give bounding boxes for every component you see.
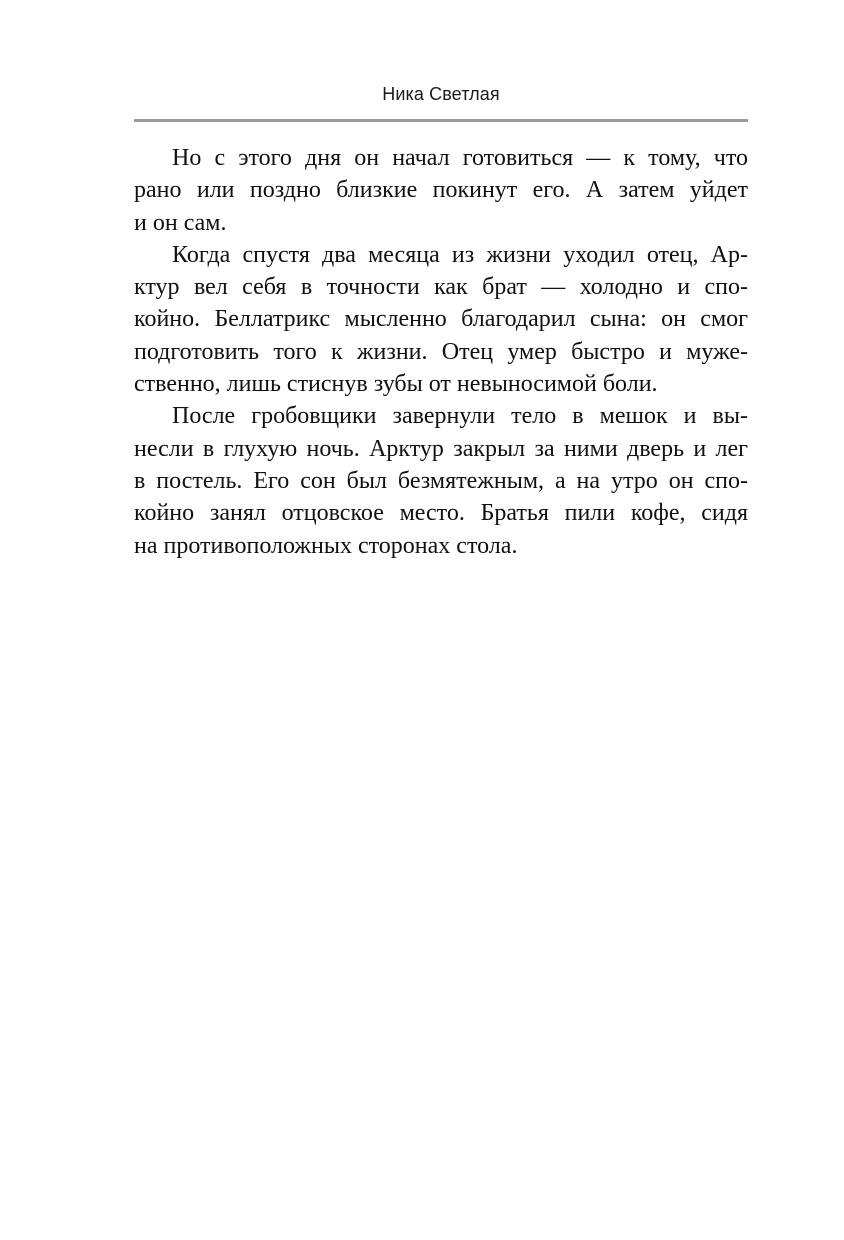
text-line: После гробовщики завернули тело в мешок и вы- (172, 403, 748, 430)
text-line: Но с этого дня он начал готовиться — к тому, что (172, 145, 748, 171)
paragraph-2 (134, 239, 748, 400)
text-line: подготовить того к жизни. Отец умер быстро и муже- (134, 338, 748, 365)
text-line: ственно, лишь стиснув зубы от невыносимой боли. (134, 371, 658, 398)
text-line: в постель. Его сон был безмятежным, а на утро он спо- (134, 467, 748, 494)
text-line: Когда спустя два месяца из жизни уходил отец, Ар- (172, 241, 748, 268)
paragraph-1 (134, 142, 748, 239)
text-line: на противоположных сторонах стола. (134, 532, 518, 559)
text-line: и он сам. (134, 209, 227, 236)
text-line: несли в глухую ночь. Арктур закрыл за ними дверь и лег (134, 435, 748, 462)
text-line: койно. Беллатрикс мысленно благодарил сына: он смог (134, 306, 748, 333)
paragraph-3 (134, 400, 748, 561)
text-line: рано или поздно близкие покинут его. А затем уйдет (134, 177, 748, 204)
body-text (134, 142, 748, 562)
text-line: койно занял отцовское место. Братья пили кофе, сидя (134, 500, 748, 527)
running-header: Ника Светлая (382, 84, 500, 104)
text-line: ктур вел себя в точности как брат — холодно и спо- (134, 274, 748, 301)
header-rule (134, 119, 748, 122)
